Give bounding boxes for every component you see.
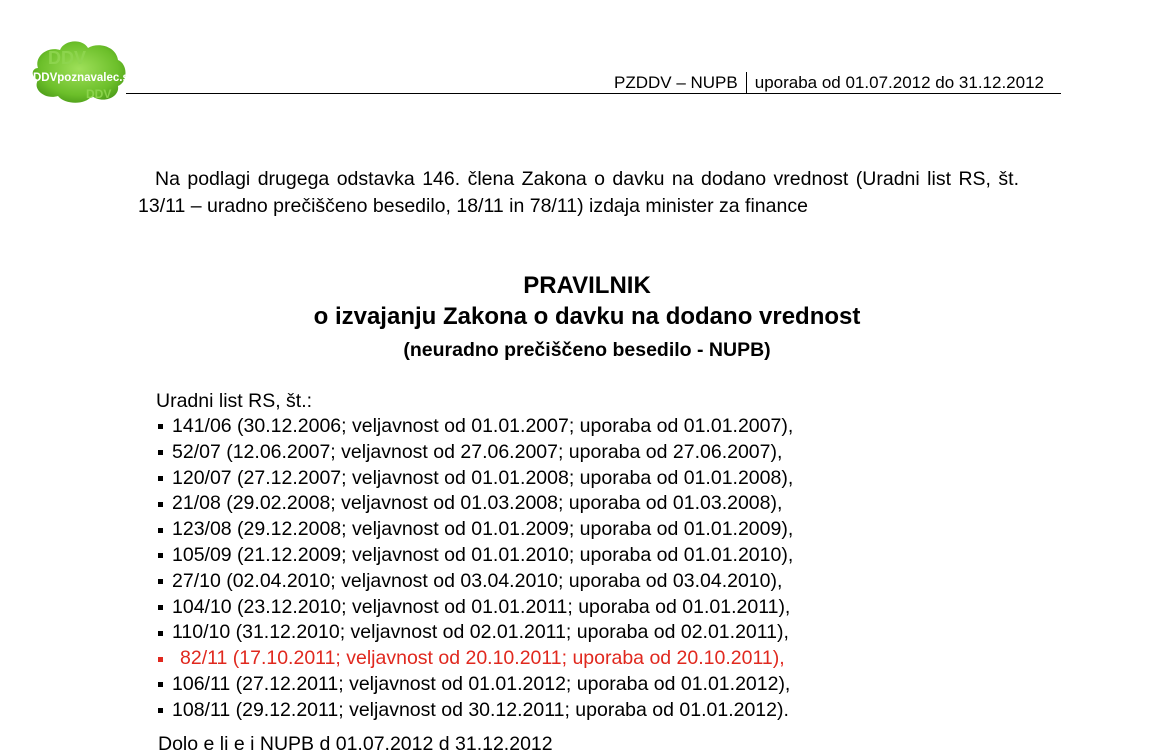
document-label: PZDDV – NUPB <box>613 73 738 92</box>
list-item-text: 104/10 (23.12.2010; veljavnost od 01.01.2011; uporaba od 01.01.2011), <box>172 595 791 618</box>
square-bullet-icon <box>158 553 163 558</box>
square-bullet-icon <box>158 476 163 481</box>
list-item-text: 120/07 (27.12.2007; veljavnost od 01.01.2008; uporaba od 01.01.2008), <box>172 466 794 489</box>
svg-text:DDV: DDV <box>48 48 87 68</box>
square-bullet-icon <box>158 682 163 687</box>
svg-text:DDV: DDV <box>86 87 112 101</box>
square-bullet-icon <box>158 450 163 455</box>
list-item-text: 105/09 (21.12.2009; veljavnost od 01.01.2010; uporaba od 01.01.2010), <box>172 543 794 566</box>
square-bullet-icon <box>158 424 163 429</box>
list-item <box>156 517 793 543</box>
document-note: (neuradno prečiščeno besedilo - NUPB) <box>403 339 771 361</box>
list-item <box>156 414 793 440</box>
document-title: PRAVILNIK <box>523 272 651 299</box>
square-bullet-icon <box>158 502 163 507</box>
intro-paragraph: Na podlagi drugega odstavka 146. člena Zakona o davku na dodano vrednost (Uradni list RS, št. 13/11 – uradno prečiščeno besedilo, 18/11 in 78/11) izdaja minister za finance <box>138 168 1019 217</box>
list-item <box>156 595 793 621</box>
svg-text:DDVpoznavalec.si: DDVpoznavalec.si <box>33 72 130 84</box>
square-bullet-icon <box>158 605 163 610</box>
list-item <box>156 491 793 517</box>
header-separator <box>746 72 747 94</box>
list-item <box>156 672 793 698</box>
list-item-text: 123/08 (29.12.2008; veljavnost od 01.01.2009; uporaba od 01.01.2009), <box>172 518 794 541</box>
list-item-text: 106/11 (27.12.2011; veljavnost od 01.01.2012; uporaba od 01.01.2012), <box>172 672 791 695</box>
list-item-text: 52/07 (12.06.2007; veljavnost od 27.06.2007; uporaba od 27.06.2007), <box>172 440 783 463</box>
list-item <box>156 569 793 595</box>
gazette-heading: Uradni list RS, št.: <box>156 390 313 412</box>
running-header <box>614 72 1044 94</box>
list-item-text: 141/06 (30.12.2006; veljavnost od 01.01.2007; uporaba od 01.01.2007), <box>172 415 794 437</box>
list-item-text: 82/11 (17.10.2011; veljavnost od 20.10.2011; uporaba od 20.10.2011), <box>180 647 785 670</box>
square-bullet-icon <box>158 631 163 636</box>
header-rule <box>126 93 1061 94</box>
footer-partial-line: Dolo e li e i NUPB d 01.07.2012 d 31.12.2012 <box>158 733 553 755</box>
list-item <box>156 698 793 724</box>
square-bullet-icon <box>158 528 163 533</box>
list-item <box>156 466 793 492</box>
list-item <box>156 620 793 646</box>
list-item <box>156 543 793 569</box>
square-bullet-icon <box>158 708 163 713</box>
square-bullet-icon <box>158 657 163 662</box>
site-logo <box>30 38 130 106</box>
list-item-text: 21/08 (29.02.2008; veljavnost od 01.03.2008; uporaba od 01.03.2008), <box>172 492 783 515</box>
list-item-text: 108/11 (29.12.2011; veljavnost od 30.12.2011; uporaba od 01.01.2012). <box>172 698 789 721</box>
square-bullet-icon <box>158 579 163 584</box>
ddvpoznavalec-logo-icon <box>30 38 130 106</box>
list-item <box>156 440 793 466</box>
usage-period: uporaba od 01.07.2012 do 31.12.2012 <box>754 73 1044 92</box>
list-item-text: 27/10 (02.04.2010; veljavnost od 03.04.2010; uporaba od 03.04.2010), <box>172 569 783 592</box>
document-subtitle: o izvajanju Zakona o davku na dodano vrednost <box>313 303 861 330</box>
gazette-list <box>156 414 793 724</box>
list-item <box>156 646 793 672</box>
list-item-text: 110/10 (31.12.2010; veljavnost od 02.01.2011; uporaba od 02.01.2011), <box>172 621 789 644</box>
